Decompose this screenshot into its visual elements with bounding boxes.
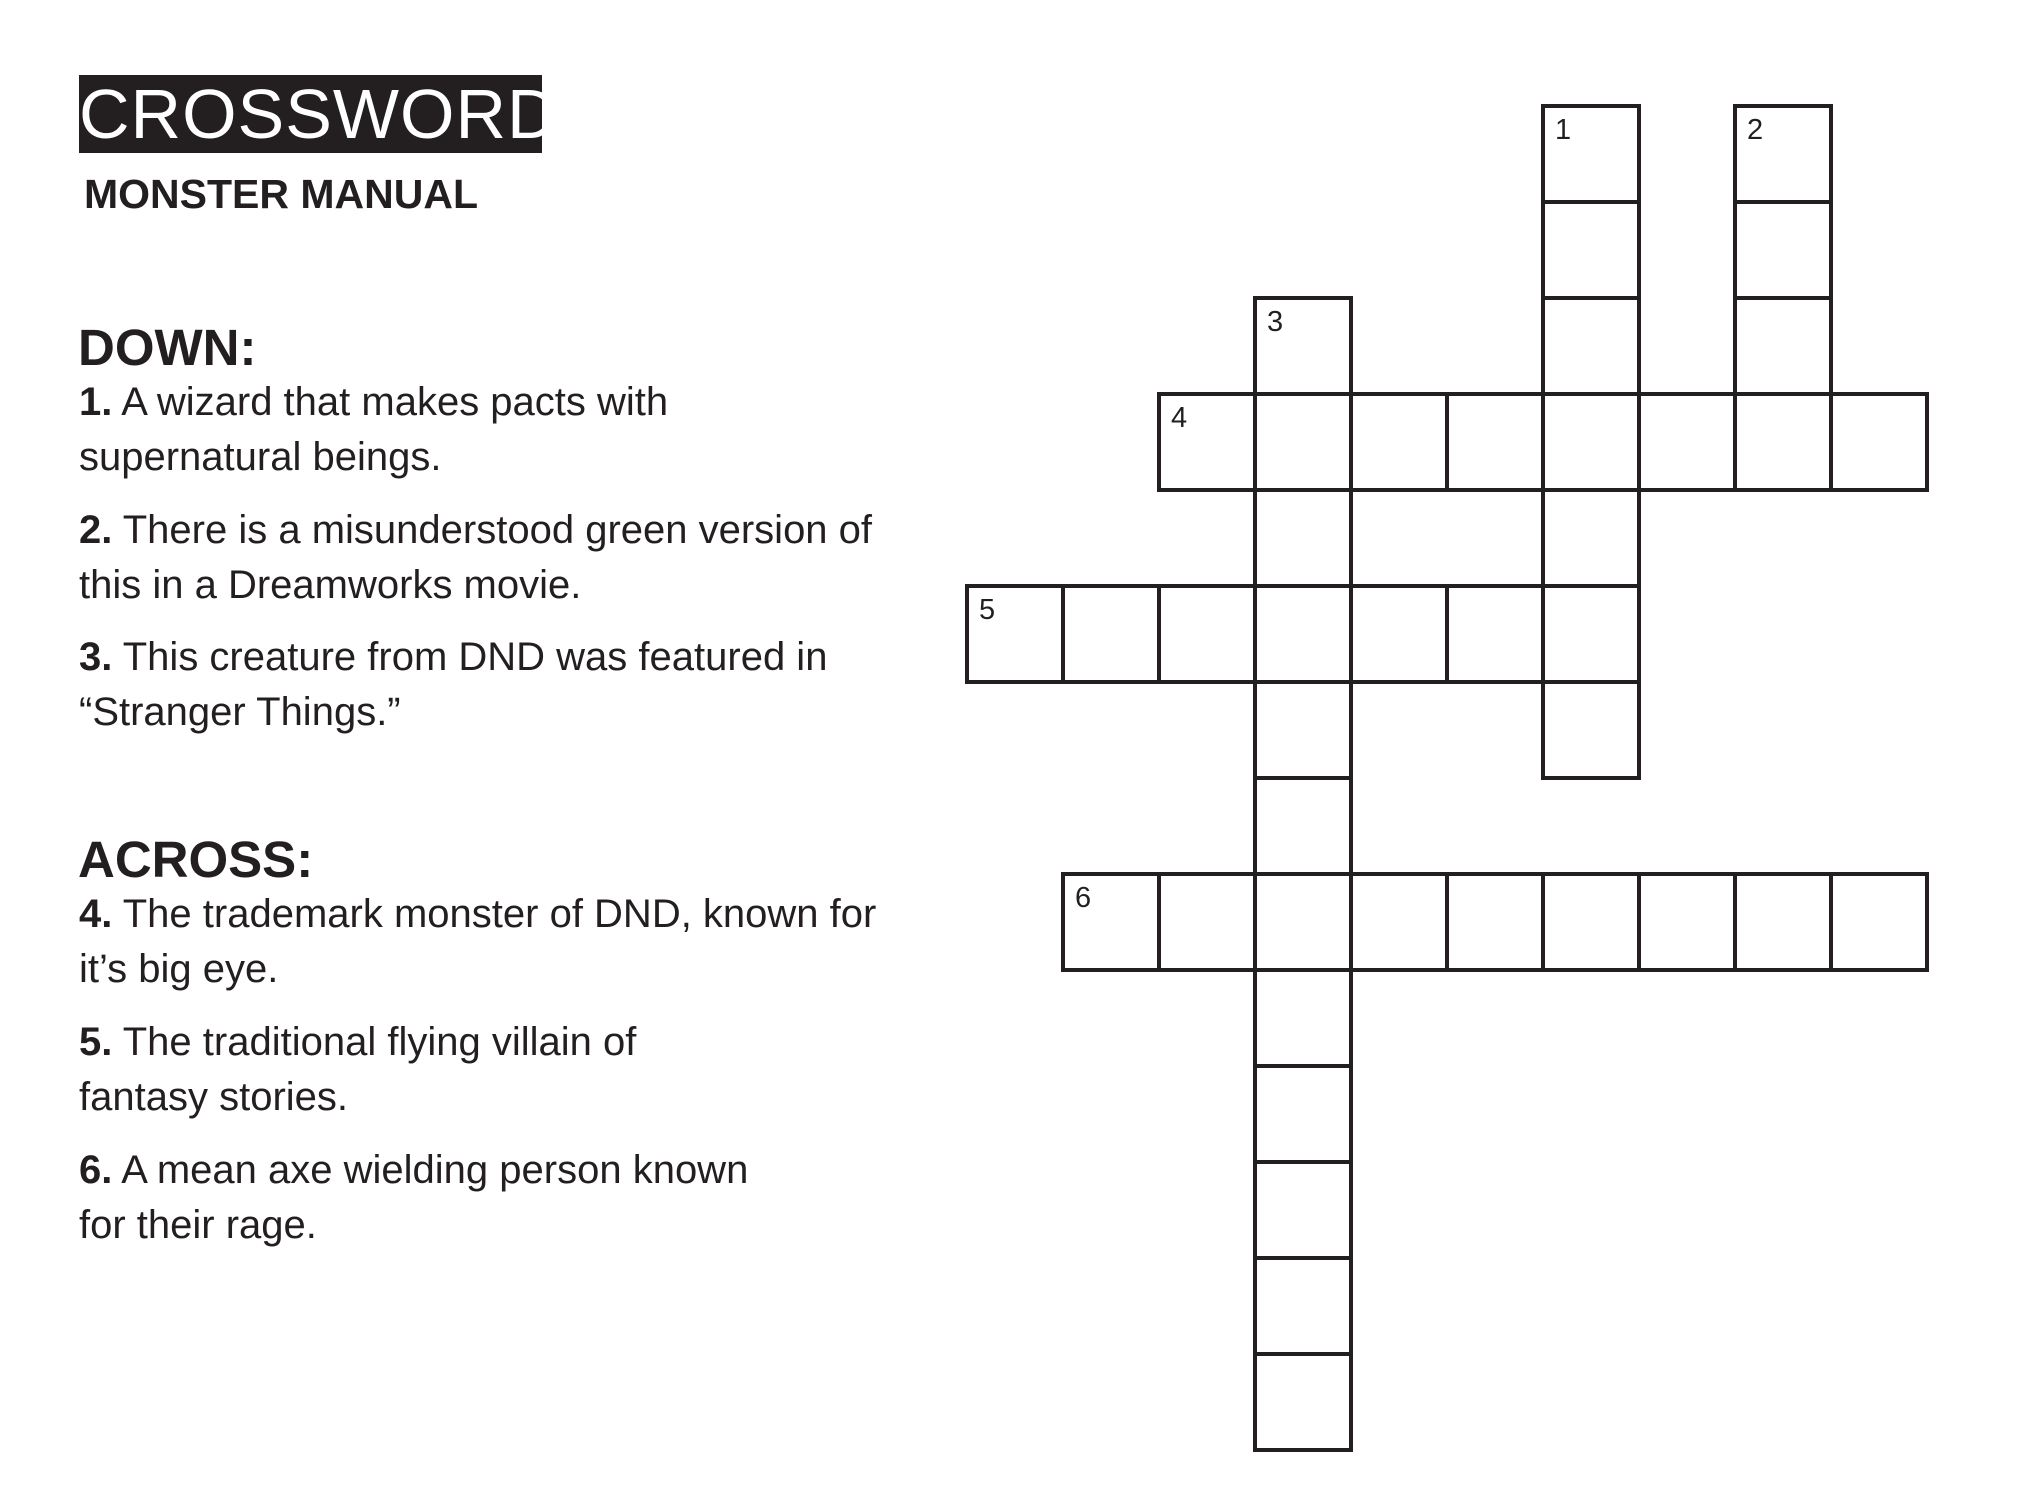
grid-cell[interactable] bbox=[1637, 872, 1737, 972]
grid-cell[interactable] bbox=[1253, 1352, 1353, 1452]
clue-number: 1. bbox=[79, 380, 113, 424]
clue-number: 2. bbox=[79, 508, 113, 552]
grid-cell[interactable] bbox=[1253, 968, 1353, 1068]
grid-cell[interactable] bbox=[1157, 872, 1257, 972]
grid-cell[interactable] bbox=[1061, 584, 1161, 684]
clue-number: 6. bbox=[79, 1148, 113, 1192]
grid-cell[interactable] bbox=[1253, 776, 1353, 876]
clue-text-continued: fantasy stories. bbox=[79, 1075, 349, 1119]
grid-cell[interactable] bbox=[1733, 200, 1833, 300]
grid-cell[interactable] bbox=[1541, 584, 1641, 684]
grid-cell[interactable] bbox=[1349, 584, 1449, 684]
grid-cell[interactable] bbox=[1829, 392, 1929, 492]
grid-cell[interactable] bbox=[1349, 392, 1449, 492]
grid-cell[interactable] bbox=[1541, 872, 1641, 972]
across-heading: ACROSS: bbox=[78, 831, 314, 888]
grid-cell[interactable] bbox=[1445, 392, 1545, 492]
grid-cell[interactable] bbox=[1253, 488, 1353, 588]
grid-cell[interactable] bbox=[1445, 584, 1545, 684]
puzzle-subtitle: MONSTER MANUAL bbox=[84, 171, 479, 217]
cell-number: 4 bbox=[1171, 402, 1188, 434]
clue-text-continued: it’s big eye. bbox=[79, 947, 279, 991]
cell-number: 6 bbox=[1075, 882, 1092, 914]
clue-text: There is a misunderstood green version of bbox=[122, 508, 873, 552]
clue-text-continued: supernatural beings. bbox=[79, 435, 442, 479]
down-heading: DOWN: bbox=[78, 319, 257, 376]
clue-number: 4. bbox=[79, 892, 113, 936]
grid-cell[interactable] bbox=[1253, 296, 1353, 396]
grid-cell[interactable] bbox=[1829, 872, 1929, 972]
cell-number: 2 bbox=[1747, 114, 1764, 146]
grid-cell[interactable] bbox=[1733, 872, 1833, 972]
grid-cell[interactable] bbox=[1541, 296, 1641, 396]
clue-text-continued: for their rage. bbox=[79, 1203, 317, 1247]
grid-cell[interactable] bbox=[1157, 584, 1257, 684]
grid-cell[interactable] bbox=[1541, 488, 1641, 588]
clue-text-continued: “Stranger Things.” bbox=[79, 690, 401, 734]
grid-cell[interactable] bbox=[1541, 680, 1641, 780]
clue-text: The traditional flying villain of bbox=[122, 1020, 637, 1064]
clue-number: 3. bbox=[79, 635, 113, 679]
grid-cell[interactable] bbox=[1445, 872, 1545, 972]
cell-number: 5 bbox=[979, 594, 996, 626]
grid-cell[interactable] bbox=[1253, 1064, 1353, 1164]
grid-cell[interactable] bbox=[1541, 392, 1641, 492]
grid-cell[interactable] bbox=[1253, 1160, 1353, 1260]
clue-text: This creature from DND was featured in bbox=[122, 635, 828, 679]
grid-cell[interactable] bbox=[1253, 584, 1353, 684]
grid-cell[interactable] bbox=[1061, 872, 1161, 972]
grid-cell[interactable] bbox=[1733, 296, 1833, 396]
cell-number: 1 bbox=[1555, 114, 1572, 146]
grid-cell[interactable] bbox=[1349, 872, 1449, 972]
grid-cell[interactable] bbox=[1253, 392, 1353, 492]
grid-cell[interactable] bbox=[965, 584, 1065, 684]
puzzle-title: CROSSWORD bbox=[79, 75, 559, 153]
clue-text: A mean axe wielding person known bbox=[121, 1148, 749, 1192]
cell-number: 3 bbox=[1267, 306, 1284, 338]
grid-cell[interactable] bbox=[1733, 392, 1833, 492]
grid-cell[interactable] bbox=[1253, 1256, 1353, 1356]
grid-cell[interactable] bbox=[1541, 200, 1641, 300]
grid-cell[interactable] bbox=[1541, 104, 1641, 204]
grid-cell[interactable] bbox=[1733, 104, 1833, 204]
grid-cell[interactable] bbox=[1253, 872, 1353, 972]
clue-number: 5. bbox=[79, 1020, 113, 1064]
grid-cell[interactable] bbox=[1637, 392, 1737, 492]
clue-text: The trademark monster of DND, known for bbox=[122, 892, 877, 936]
clue-text: A wizard that makes pacts with bbox=[121, 380, 669, 424]
grid-cell[interactable] bbox=[1253, 680, 1353, 780]
grid-cell[interactable] bbox=[1157, 392, 1257, 492]
clue-text-continued: this in a Dreamworks movie. bbox=[79, 563, 582, 607]
